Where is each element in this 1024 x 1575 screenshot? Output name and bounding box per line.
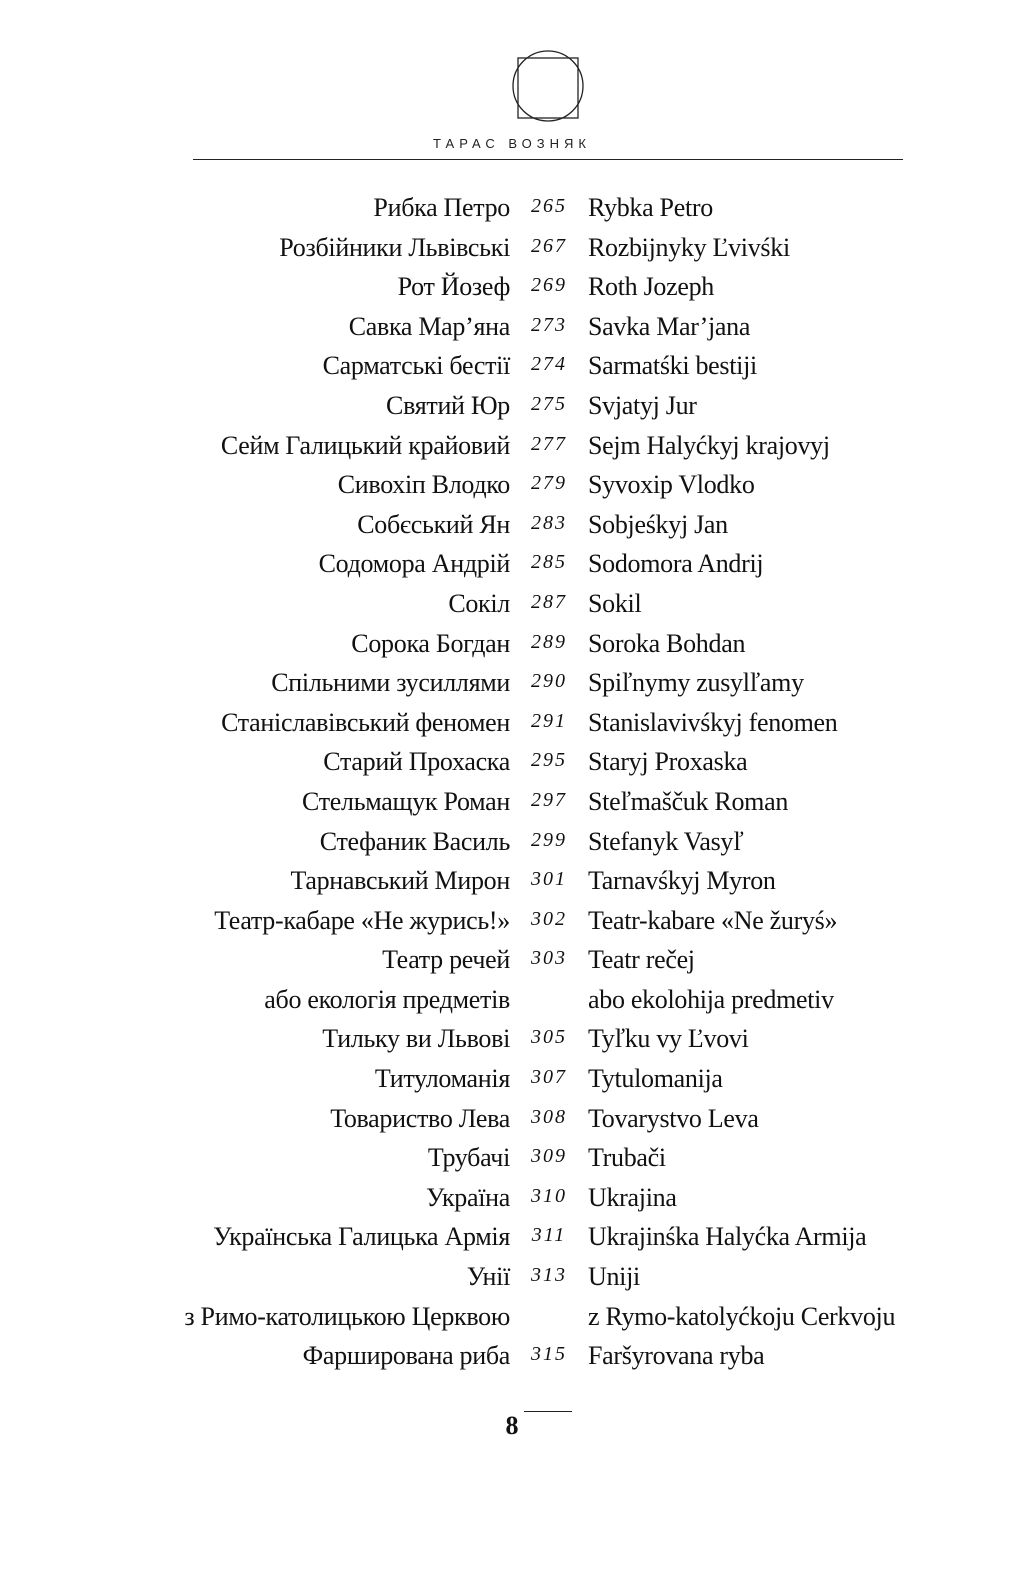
toc-title-ukrainian: Титуломанія (374, 1064, 510, 1094)
toc-title-latin: Trubači (588, 1143, 666, 1173)
toc-title-latin: Ukrajinśka Halyćka Armija (588, 1222, 867, 1252)
toc-title-ukrainian: Содомора Андрій (318, 549, 510, 579)
toc-title-latin: Sobjeśkyj Jan (588, 509, 728, 539)
toc-title-latin: Staryj Proxaska (588, 747, 748, 777)
toc-page-number: 310 (531, 1184, 567, 1207)
toc-entry (0, 980, 1024, 1020)
toc-entry (0, 742, 1024, 782)
toc-page-number: 291 (531, 709, 567, 732)
toc-title-latin: Teatr rečej (588, 945, 695, 975)
toc-page-number: 295 (531, 749, 567, 772)
toc-title-latin: Soroka Bohdan (588, 628, 746, 658)
toc-title-latin: Rybka Petro (588, 193, 713, 222)
toc-title-ukrainian: або екологія предметів (264, 984, 510, 1014)
toc-title-ukrainian: Святий Юр (386, 390, 510, 420)
toc-page-number: 305 (531, 1026, 567, 1049)
toc-page-number: 279 (531, 472, 567, 495)
toc-title-ukrainian: Спільними зусиллями (271, 668, 510, 698)
toc-entry (0, 1059, 1024, 1099)
toc-title-latin: Spiľnymy zusylľamy (588, 668, 804, 698)
toc-entry (0, 822, 1024, 862)
toc-title-ukrainian: Стефаник Василь (319, 826, 510, 856)
toc-title-ukrainian: Станіславівський феномен (221, 707, 510, 737)
toc-title-latin: Ukrajina (588, 1182, 677, 1212)
toc-entry (0, 228, 1024, 268)
toc-page-number: 283 (531, 511, 567, 534)
toc-title-latin: Rozbijnyky Ľvivśki (588, 232, 790, 262)
toc-title-latin: Syvoxip Vlodko (588, 470, 755, 500)
toc-page-number: 303 (531, 947, 567, 970)
toc-entry (0, 1019, 1024, 1059)
toc-title-latin: Tarnavśkyj Myron (588, 866, 776, 896)
toc-title-ukrainian: Собєський Ян (357, 509, 510, 539)
toc-entry (0, 901, 1024, 941)
toc-title-latin: Roth Jozeph (588, 272, 714, 302)
toc-title-latin: Steľmaščuk Roman (588, 786, 789, 816)
toc-page-number: 302 (531, 907, 567, 930)
toc-entry (0, 782, 1024, 822)
toc-title-latin: Stefanyk Vasyľ (588, 826, 744, 856)
toc-entry (0, 1336, 1024, 1376)
toc-title-ukrainian: з Римо-католицькою Церквою (184, 1301, 510, 1331)
toc-title-ukrainian: Унії (466, 1262, 510, 1292)
toc-entry (0, 188, 1024, 228)
toc-title-latin: Stanislavivśkyj fenomen (588, 707, 838, 737)
toc-title-ukrainian: Україна (426, 1182, 510, 1212)
toc-title-ukrainian: Сивохіп Влодко (337, 470, 510, 500)
toc-title-latin: Tytulomanija (588, 1064, 723, 1094)
toc-entry (0, 940, 1024, 980)
toc-page-number: 297 (531, 788, 567, 811)
toc-title-latin: Sokil (588, 588, 642, 618)
toc-title-ukrainian: Сорока Богдан (351, 628, 510, 658)
toc-page-number: 287 (531, 590, 567, 613)
toc-entry (0, 505, 1024, 545)
toc-entry (0, 426, 1024, 466)
toc-entry (0, 465, 1024, 505)
toc-page-number: 273 (531, 313, 567, 336)
toc-entry (0, 307, 1024, 347)
toc-title-ukrainian: Савка Мар’яна (348, 311, 510, 341)
toc-title-ukrainian: Трубачі (427, 1143, 510, 1173)
toc-title-latin: abo ekolohija predmetiv (588, 984, 834, 1014)
toc-entry (0, 861, 1024, 901)
toc-entry (0, 663, 1024, 703)
toc-page-number: 299 (531, 828, 567, 851)
toc-title-ukrainian: Тильку ви Львові (322, 1024, 510, 1054)
toc-title-ukrainian: Фарширована риба (302, 1341, 510, 1371)
toc-title-ukrainian: Рибка Петро (373, 193, 510, 222)
toc-entry (0, 1297, 1024, 1337)
toc-title-latin: Teatr-kabare «Ne žuryś» (588, 905, 838, 935)
toc-title-ukrainian: Стельмащук Роман (302, 786, 510, 816)
toc-page-number: 275 (531, 392, 567, 415)
toc-page-number: 267 (531, 234, 567, 257)
toc-title-latin: Tovarystvo Leva (588, 1103, 759, 1133)
toc-entry (0, 584, 1024, 624)
toc-page-number: 315 (531, 1343, 567, 1366)
toc-title-latin: Tyľku vy Ľvovi (588, 1024, 749, 1054)
toc-title-latin: Svjatyj Jur (588, 390, 697, 420)
toc-page-number: 311 (531, 1224, 567, 1247)
toc-entry (0, 624, 1024, 664)
toc-title-ukrainian: Театр-кабаре «Не журись!» (214, 905, 510, 935)
toc-title-latin: z Rymo-katolyćkoju Cerkvoju (588, 1301, 896, 1331)
toc-title-latin: Faršyrovana ryba (588, 1341, 765, 1371)
toc-entry (0, 1178, 1024, 1218)
toc-title-ukrainian: Старий Прохаска (323, 747, 510, 777)
toc-page-number: 307 (531, 1066, 567, 1089)
toc-title-latin: Sodomora Andrij (588, 549, 764, 579)
toc-title-latin: Sarmatśki bestiji (588, 351, 757, 381)
toc-page-number: 308 (531, 1105, 567, 1128)
table-of-contents (0, 188, 1024, 1376)
toc-page-number: 313 (531, 1264, 567, 1287)
toc-entry (0, 544, 1024, 584)
running-head: ТАРАС ВОЗНЯК (433, 136, 591, 151)
toc-page-number: 274 (531, 353, 567, 376)
toc-title-ukrainian: Товариство Лева (330, 1103, 510, 1133)
toc-entry (0, 267, 1024, 307)
toc-page-number: 265 (531, 195, 567, 217)
toc-page-number: 301 (531, 868, 567, 891)
toc-title-ukrainian: Сокіл (448, 588, 510, 618)
toc-entry (0, 346, 1024, 386)
toc-title-ukrainian: Сарматські бестії (322, 351, 510, 381)
toc-title-latin: Sejm Halyćkyj krajovyj (588, 430, 830, 460)
toc-title-ukrainian: Театр речей (382, 945, 510, 975)
toc-title-ukrainian: Сейм Галицький крайовий (220, 430, 510, 460)
toc-page-number: 290 (531, 670, 567, 693)
toc-page-number: 269 (531, 274, 567, 297)
toc-title-latin: Uniji (588, 1262, 640, 1292)
toc-page-number: 277 (531, 432, 567, 455)
toc-title-ukrainian: Тарнавський Мирон (290, 866, 510, 896)
toc-title-ukrainian: Розбійники Львівські (279, 232, 510, 262)
toc-title-latin: Savka Mar’jana (588, 311, 751, 341)
toc-page-number: 309 (531, 1145, 567, 1168)
toc-entry (0, 703, 1024, 743)
toc-entry (0, 1217, 1024, 1257)
toc-entry (0, 1138, 1024, 1178)
circle-square-emblem-icon (511, 46, 585, 126)
toc-entry (0, 1257, 1024, 1297)
header-rule (193, 159, 903, 160)
toc-page-number: 289 (531, 630, 567, 653)
toc-page-number: 285 (531, 551, 567, 574)
toc-title-ukrainian: Рот Йозеф (397, 272, 510, 302)
page-number: 8 (505, 1411, 519, 1440)
toc-entry (0, 386, 1024, 426)
toc-entry (0, 1099, 1024, 1139)
toc-title-ukrainian: Українська Галицька Армія (213, 1222, 510, 1252)
